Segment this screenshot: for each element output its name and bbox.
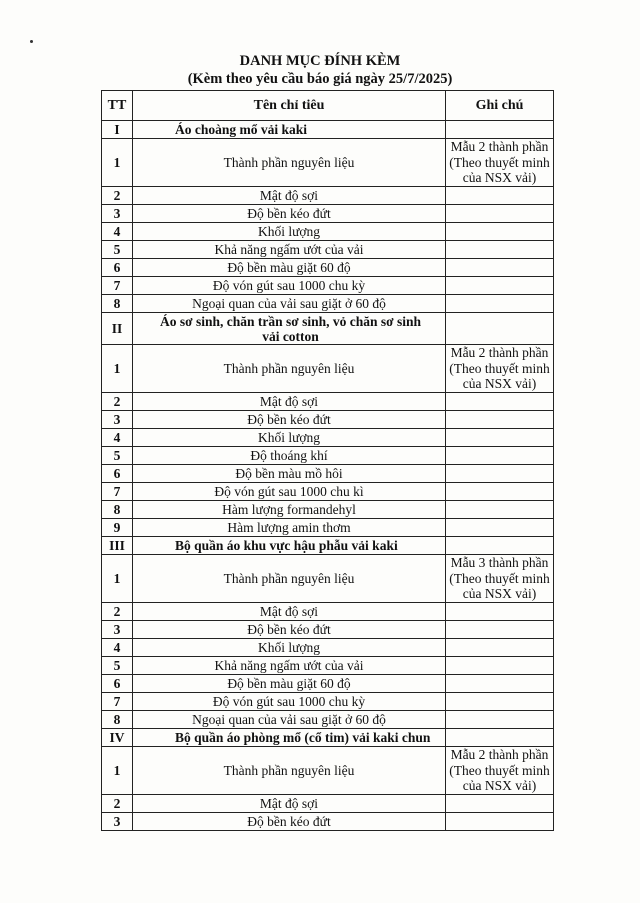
criterion-note [446,393,554,411]
section-title-line: vải cotton [262,328,319,344]
criterion-note [446,621,554,639]
row-number: 1 [102,345,133,393]
section-title: Bộ quần áo phòng mổ (cổ tim) vải kaki chun [133,729,446,747]
table-row [102,345,554,393]
section-note [446,537,554,555]
table-row [102,621,554,639]
table-row [102,259,554,277]
row-number: 4 [102,429,133,447]
criterion-note [446,675,554,693]
row-number: 1 [102,555,133,603]
table-row [102,429,554,447]
column-header-name: Tên chỉ tiêu [133,91,446,121]
section-note [446,313,554,345]
criterion-name: Hàm lượng amin thơm [133,519,446,537]
table-row [102,639,554,657]
row-number: 8 [102,295,133,313]
column-header-note: Ghi chú [446,91,554,121]
row-number: 3 [102,205,133,223]
section-note [446,121,554,139]
row-number: 6 [102,675,133,693]
criterion-name: Khả năng ngấm ướt của vải [133,241,446,259]
note-line: Mẫu 3 thành phần [450,555,549,571]
criterion-note [446,259,554,277]
criterion-name: Độ bền màu giặt 60 độ [133,675,446,693]
row-number: 3 [102,411,133,429]
row-number: 7 [102,693,133,711]
section-title: Bộ quần áo khu vực hậu phẫu vải kaki [133,537,446,555]
section-row [102,729,554,747]
table-row [102,675,554,693]
criterion-note [446,205,554,223]
criterion-name: Hàm lượng formandehyl [133,501,446,519]
table-header-row [102,91,554,121]
criterion-name: Mật độ sợi [133,393,446,411]
section-row [102,313,554,345]
row-number: 9 [102,519,133,537]
criterion-name: Độ bền kéo đứt [133,411,446,429]
row-number: 5 [102,657,133,675]
criterion-name: Khả năng ngấm ướt của vải [133,657,446,675]
table-row [102,603,554,621]
criterion-name: Mật độ sợi [133,187,446,205]
criterion-name: Độ vón gút sau 1000 chu kỳ [133,693,446,711]
row-number: 6 [102,465,133,483]
note-line: Mẫu 2 thành phần [450,747,549,763]
table-row [102,555,554,603]
criterion-name: Độ vón gút sau 1000 chu kì [133,483,446,501]
criterion-name: Mật độ sợi [133,603,446,621]
note-line: Mẫu 2 thành phần [450,139,549,155]
section-title [133,313,446,345]
criterion-note [446,711,554,729]
criterion-name: Độ bền màu mồ hôi [133,465,446,483]
table-body [102,121,554,831]
criterion-note [446,693,554,711]
table-row [102,295,554,313]
criterion-note [446,747,554,795]
criterion-note [446,277,554,295]
table-row [102,501,554,519]
table-row [102,187,554,205]
criterion-name: Khối lượng [133,223,446,241]
row-number: 5 [102,447,133,465]
table-row [102,277,554,295]
section-number: III [102,537,133,555]
row-number: 5 [102,241,133,259]
criterion-note [446,555,554,603]
criterion-note [446,345,554,393]
section-row [102,121,554,139]
note-line: (Theo thuyết minh [449,360,550,376]
criterion-name: Mật độ sợi [133,795,446,813]
table-row [102,241,554,259]
note-line: của NSX vải) [462,170,537,186]
criterion-note [446,187,554,205]
criterion-note [446,223,554,241]
table-row [102,205,554,223]
row-number: 1 [102,139,133,187]
criterion-name: Ngoại quan của vải sau giặt ở 60 độ [133,295,446,313]
column-header-tt: TT [102,91,133,121]
table-row [102,447,554,465]
criterion-name: Thành phần nguyên liệu [133,747,446,795]
document-title: DANH MỤC ĐÍNH KÈM [239,53,401,69]
criterion-note [446,447,554,465]
criterion-note [446,483,554,501]
note-line: của NSX vải) [462,376,537,392]
row-number: 4 [102,639,133,657]
criterion-note [446,813,554,831]
criterion-name: Độ bền kéo đứt [133,621,446,639]
row-number: 3 [102,813,133,831]
row-number: 8 [102,501,133,519]
row-number: 7 [102,483,133,501]
row-number: 2 [102,603,133,621]
row-number: 7 [102,277,133,295]
criterion-note [446,465,554,483]
criterion-name: Khối lượng [133,429,446,447]
note-line: (Theo thuyết minh [449,762,550,778]
section-title: Áo choàng mổ vải kaki [133,121,446,139]
criterion-name: Độ bền kéo đứt [133,205,446,223]
row-number: 2 [102,393,133,411]
table-row [102,465,554,483]
criterion-name: Độ vón gút sau 1000 chu kỳ [133,277,446,295]
row-number: 6 [102,259,133,277]
row-number: 3 [102,621,133,639]
section-number: I [102,121,133,139]
table-row [102,795,554,813]
note-line: của NSX vải) [462,586,537,602]
table-row [102,657,554,675]
note-line: (Theo thuyết minh [449,154,550,170]
note-line: Mẫu 2 thành phần [450,345,549,361]
table-row [102,139,554,187]
table-row [102,223,554,241]
criteria-table [101,90,554,831]
criterion-note [446,603,554,621]
criterion-name: Thành phần nguyên liệu [133,139,446,187]
criterion-note [446,795,554,813]
note-line: của NSX vải) [462,778,537,794]
note-line: (Theo thuyết minh [449,570,550,586]
criterion-name: Độ thoáng khí [133,447,446,465]
criterion-note [446,639,554,657]
section-number: II [102,313,133,345]
criterion-name: Độ bền kéo đứt [133,813,446,831]
table-row [102,693,554,711]
criterion-note [446,519,554,537]
table-row [102,483,554,501]
table-row [102,393,554,411]
criterion-name: Ngoại quan của vải sau giặt ở 60 độ [133,711,446,729]
table-row [102,747,554,795]
row-number: 8 [102,711,133,729]
section-note [446,729,554,747]
section-number: IV [102,729,133,747]
table-row [102,519,554,537]
criterion-note [446,411,554,429]
criterion-note [446,139,554,187]
criterion-note [446,241,554,259]
criterion-name: Thành phần nguyên liệu [133,345,446,393]
criterion-name: Khối lượng [133,639,446,657]
section-title-line: Áo sơ sinh, chăn trần sơ sinh, vỏ chăn sơ sinh [159,313,421,329]
criterion-name: Độ bền màu giặt 60 độ [133,259,446,277]
section-row [102,537,554,555]
row-number: 4 [102,223,133,241]
table-row [102,411,554,429]
criterion-note [446,429,554,447]
document-subtitle: (Kèm theo yêu cầu báo giá ngày 25/7/2025) [187,71,453,87]
row-number: 2 [102,187,133,205]
criterion-note [446,657,554,675]
scan-dot [30,40,33,43]
table-row [102,813,554,831]
row-number: 1 [102,747,133,795]
row-number: 2 [102,795,133,813]
table-row [102,711,554,729]
criterion-note [446,295,554,313]
criterion-note [446,501,554,519]
criterion-name: Thành phần nguyên liệu [133,555,446,603]
